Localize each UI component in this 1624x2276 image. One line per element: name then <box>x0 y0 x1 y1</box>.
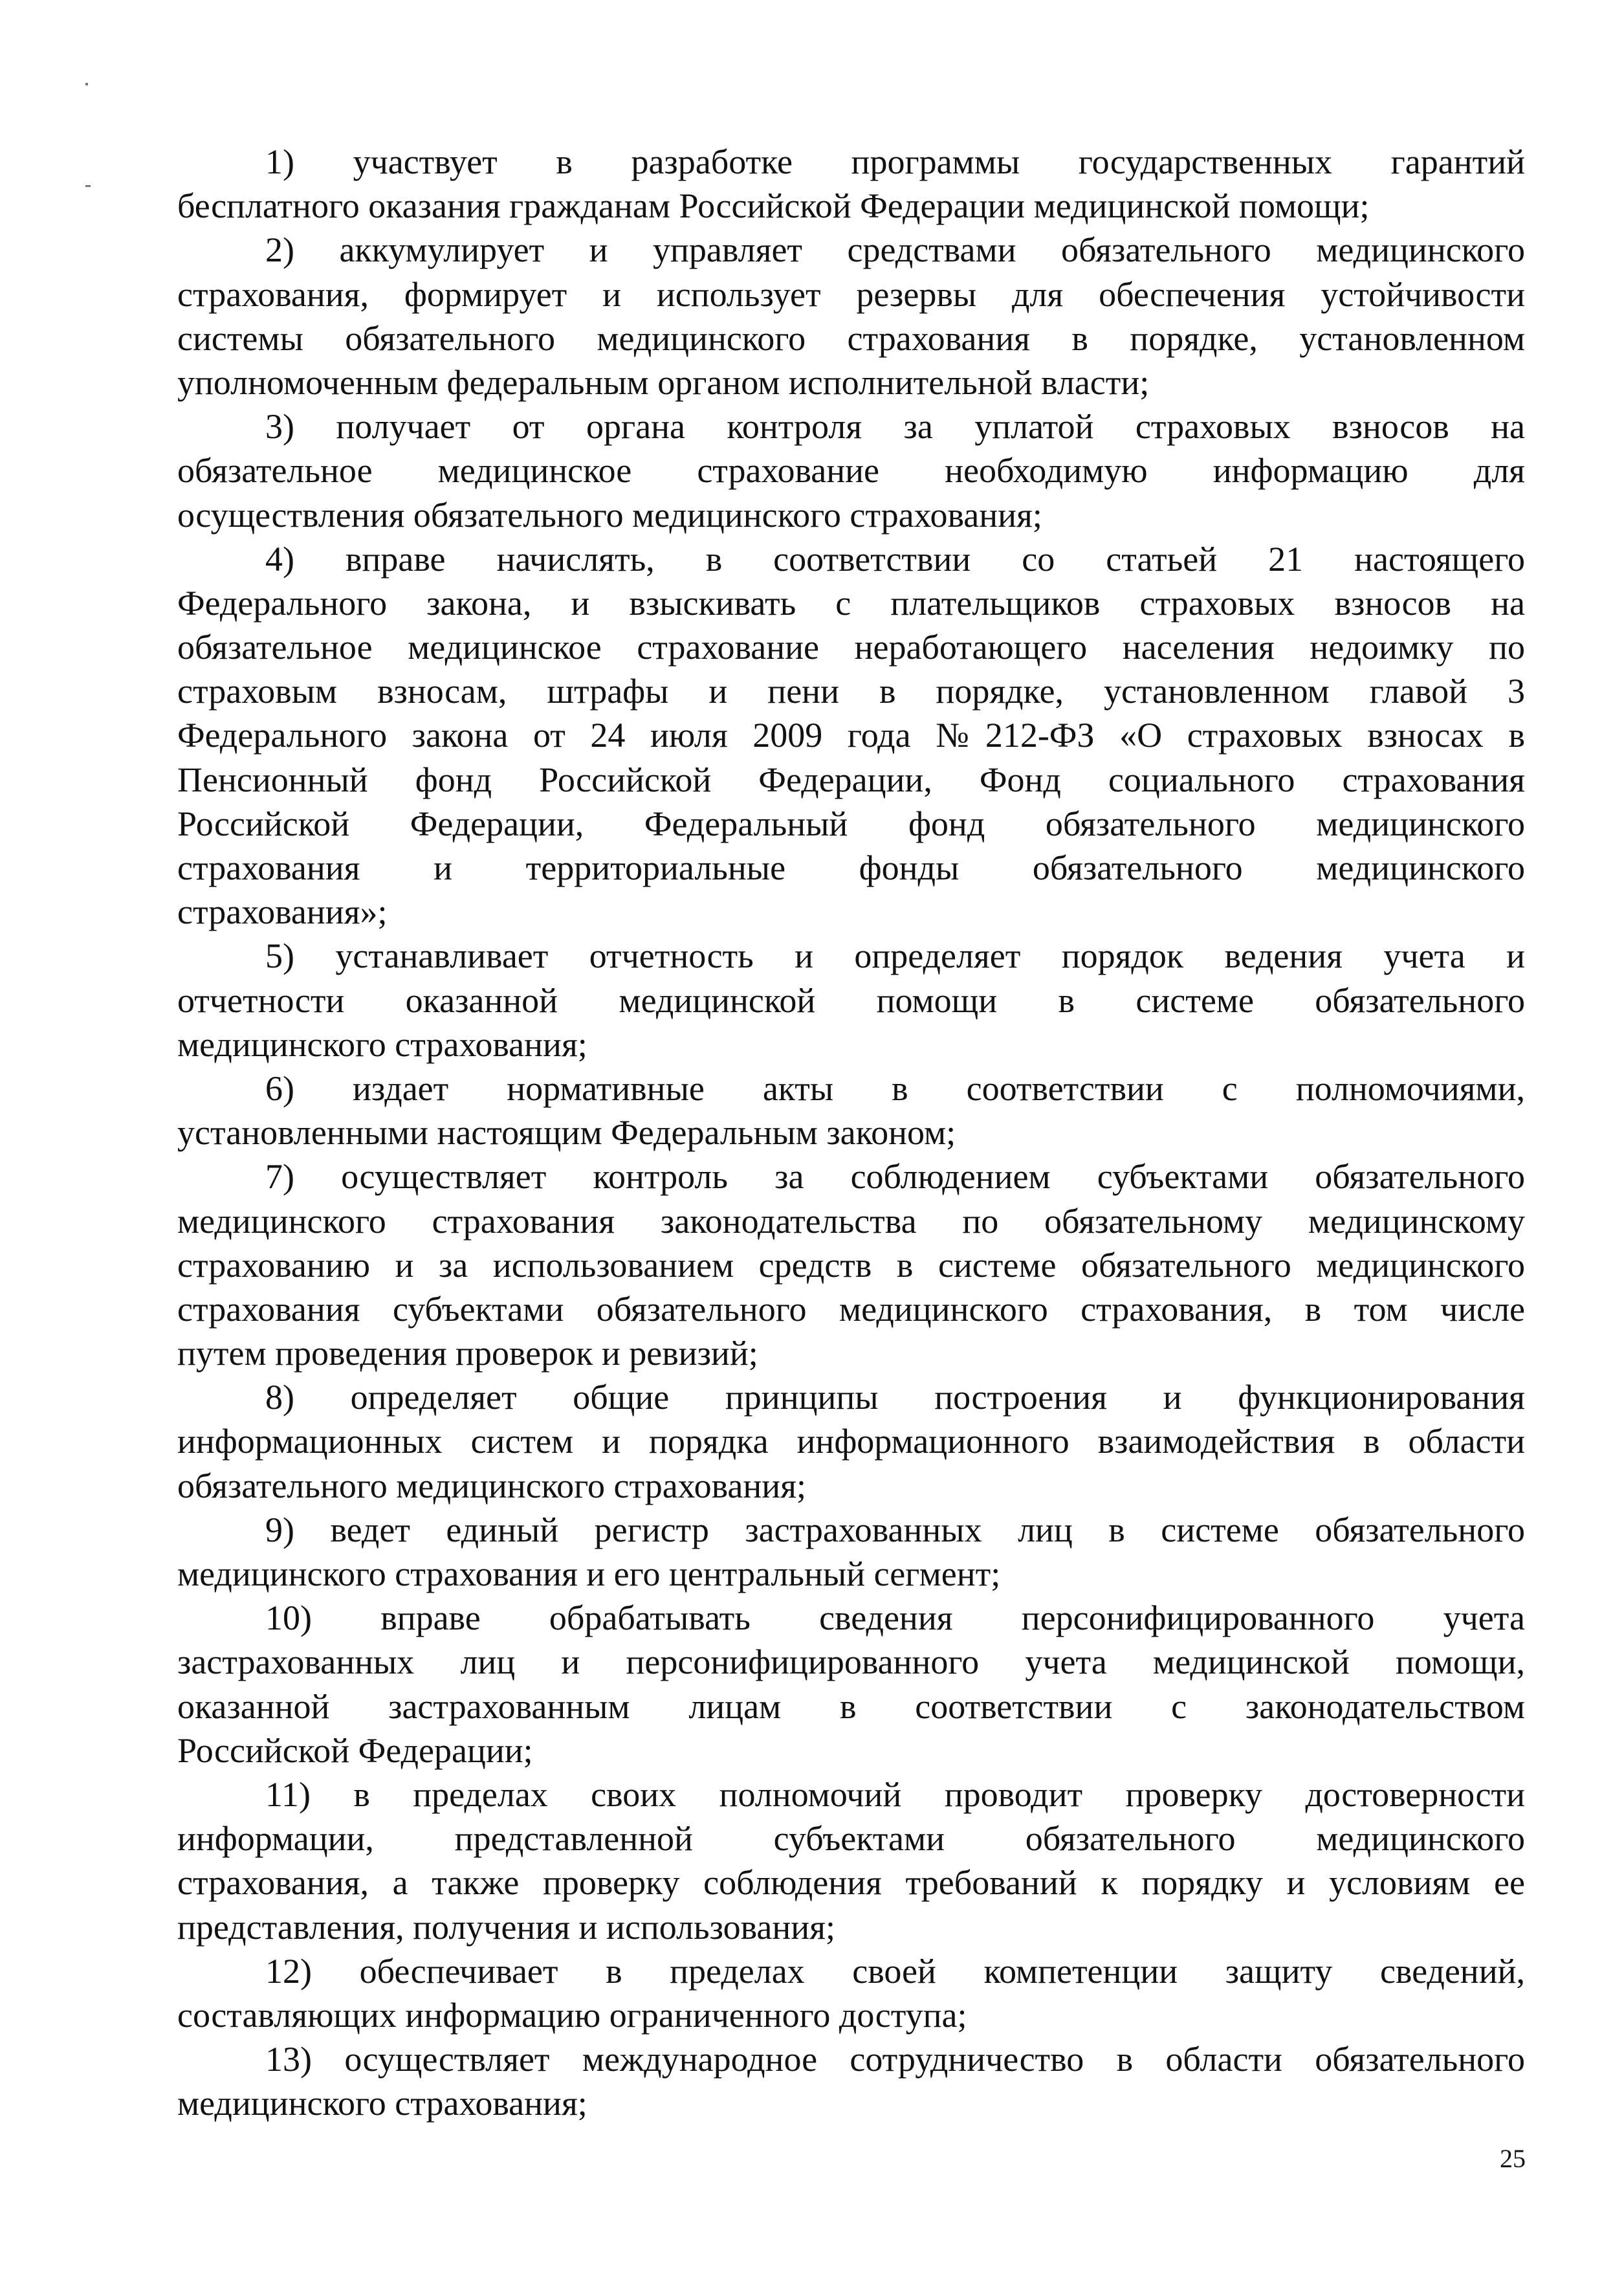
text-line: информации, представленной субъектами обязательного медицинского <box>177 1819 1525 1859</box>
text-line: медицинского страхования; <box>177 2084 587 2123</box>
text-line: страхования»; <box>177 892 388 932</box>
text-line: составляющих информацию ограниченного доступа; <box>177 1995 967 2035</box>
text-line: Федерального закона, и взыскивать с плательщиков страховых взносов на <box>177 583 1525 623</box>
text-line: 13) осуществляет международное сотрудничество в области обязательного <box>265 2040 1525 2079</box>
list-item <box>177 934 1525 1066</box>
text-line: системы обязательного медицинского страхования в порядке, установленном <box>177 318 1525 358</box>
document-body <box>177 140 1525 2125</box>
text-line: бесплатного оказания гражданам Российской Федерации медицинской помощи; <box>177 186 1370 226</box>
scan-speck <box>85 83 88 85</box>
page-number: 25 <box>1500 2144 1526 2173</box>
text-line: страхования и территориальные фонды обязательного медицинского <box>177 848 1525 887</box>
list-item <box>177 1155 1525 1375</box>
text-line: представления, получения и использования; <box>177 1907 835 1947</box>
text-line: Российской Федерации, Федеральный фонд обязательного медицинского <box>177 804 1525 843</box>
text-line: установленными настоящим Федеральным законом; <box>177 1113 956 1153</box>
list-item <box>177 404 1525 537</box>
text-line: страхования, формирует и использует резервы для обеспечения устойчивости <box>177 274 1525 314</box>
list-item <box>177 1375 1525 1508</box>
text-line: Пенсионный фонд Российской Федерации, Фонд социального страхования <box>177 760 1525 799</box>
text-line: страхованию и за использованием средств в системе обязательного медицинского <box>177 1245 1525 1285</box>
text-line: 1) участвует в разработке программы государственных гарантий <box>265 142 1525 181</box>
text-line: страхования, а также проверку соблюдения требований к порядку и условиям ее <box>177 1863 1525 1903</box>
text-line: 6) издает нормативные акты в соответствии с полномочиями, <box>265 1068 1525 1108</box>
text-line: медицинского страхования законодательства по обязательному медицинскому <box>177 1201 1525 1241</box>
list-item <box>177 228 1525 404</box>
text-line: медицинского страхования и его центральный сегмент; <box>177 1554 1001 1593</box>
list-item <box>177 1949 1525 2037</box>
list-item <box>177 537 1525 934</box>
text-line: Федерального закона от 24 июля 2009 года №212-ФЗ «О страховых взносах в <box>177 716 1525 755</box>
list-item <box>177 1596 1525 1773</box>
text-line: 5) устанавливает отчетность и определяет порядок ведения учета и <box>265 936 1525 976</box>
text-line: обязательного медицинского страхования; <box>177 1466 806 1505</box>
list-item <box>177 1773 1525 1949</box>
list-item <box>177 140 1525 228</box>
text-line: 11) в пределах своих полномочий проводит проверку достоверности <box>265 1774 1525 1814</box>
text-line: путем проведения проверок и ревизий; <box>177 1334 758 1373</box>
text-line: 9) ведет единый регистр застрахованных лиц в системе обязательного <box>265 1510 1525 1549</box>
text-line: обязательное медицинское страхование необходимую информацию для <box>177 451 1525 491</box>
text-line: 8) определяет общие принципы построения и функционирования <box>265 1378 1525 1417</box>
list-item <box>177 2037 1525 2125</box>
text-line: обязательное медицинское страхование неработающего населения недоимку по <box>177 628 1525 667</box>
text-line: 10) вправе обрабатывать сведения персонифицированного учета <box>265 1598 1525 1638</box>
text-line: медицинского страхования; <box>177 1024 587 1064</box>
text-line: 4) вправе начислять, в соответствии со статьей 21 настоящего <box>265 539 1525 579</box>
scan-speck <box>85 185 91 187</box>
text-line: 2) аккумулирует и управляет средствами обязательного медицинского <box>265 230 1525 270</box>
text-line: осуществления обязательного медицинского страхования; <box>177 495 1042 535</box>
text-line: 12) обеспечивает в пределах своей компетенции защиту сведений, <box>265 1951 1525 1991</box>
text-line: оказанной застрахованным лицам в соответствии с законодательством <box>177 1686 1525 1726</box>
text-line: страховым взносам, штрафы и пени в порядке, установленном главой 3 <box>177 672 1525 711</box>
list-item <box>177 1066 1525 1155</box>
text-line: Российской Федерации; <box>177 1730 533 1770</box>
text-line: 3) получает от органа контроля за уплатой страховых взносов на <box>265 407 1525 447</box>
text-line: 7) осуществляет контроль за соблюдением субъектами обязательного <box>265 1157 1525 1197</box>
text-line: уполномоченным федеральным органом исполнительной власти; <box>177 362 1150 402</box>
list-item <box>177 1508 1525 1596</box>
text-line: страхования субъектами обязательного медицинского страхования, в том числе <box>177 1289 1525 1329</box>
text-line: отчетности оказанной медицинской помощи в системе обязательного <box>177 980 1525 1020</box>
text-line: застрахованных лиц и персонифицированного учета медицинской помощи, <box>177 1642 1525 1682</box>
text-line: информационных систем и порядка информационного взаимодействия в области <box>177 1422 1525 1461</box>
